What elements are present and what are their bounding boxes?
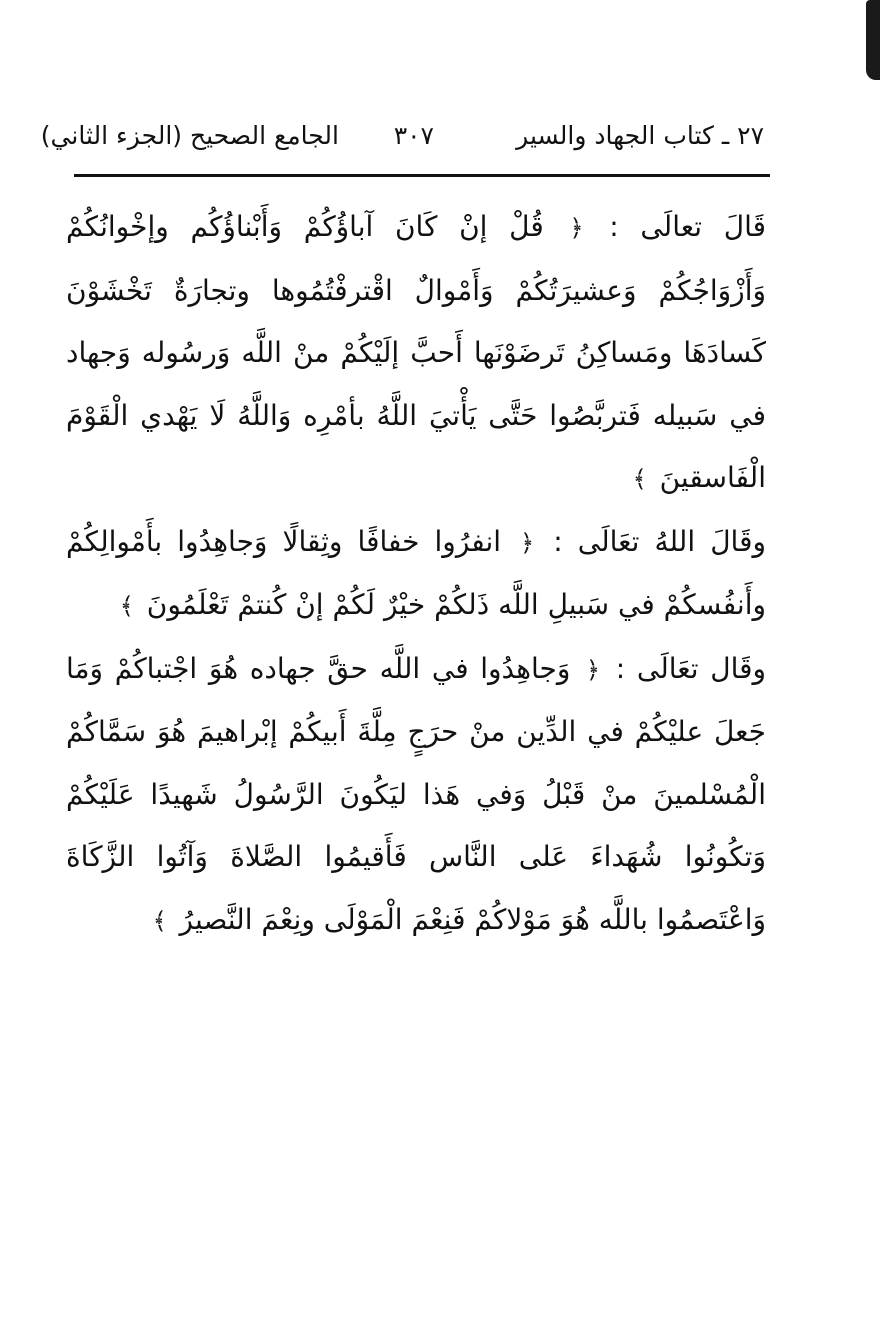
header-rule xyxy=(74,174,770,177)
paragraph-1-verse: قُلْ إنْ كَانَ آباؤُكُمْ وَأَبْناؤُكُم وإخْوانُكُمْ وَأَزْوَاجُكُمْ وَعشيرَتُكُمْ وَأَمْوالٌ اقْترفْتُمُوها وتجارَةٌ تَخْشَوْنَ كَسادَهَا ومَساكِنُ تَرضَوْنَها أَحبَّ إلَيْكُمْ منْ اللَّه وَرسُوله وَجهاد في سَبيله فَتربَّصُوا حَتَّى يَأْتيَ اللَّهُ بأمْرِه وَاللَّهُ لَا يَهْدي الْقَوْمَ الْفَاسقينَ xyxy=(66,210,766,494)
open-verse-bracket: ﴿ xyxy=(569,214,584,242)
paragraph-3 xyxy=(66,638,766,953)
paragraph-2-intro: وقَالَ اللهُ تعَالَى : xyxy=(553,524,766,558)
close-verse-bracket: ﴾ xyxy=(152,906,167,935)
running-header xyxy=(24,112,764,160)
body-text xyxy=(66,196,766,952)
close-verse-bracket: ﴾ xyxy=(632,465,647,493)
paragraph-2 xyxy=(66,511,766,638)
chapter-title: ٢٧ ـ كتاب الجهاد والسير xyxy=(516,121,764,150)
paragraph-3-intro: وقَال تعَالَى : xyxy=(615,651,767,685)
paragraph-3-verse: وَجاهِدُوا في اللَّه حقَّ جهاده هُوَ اجْتباكُمْ وَمَا جَعلَ عليْكُمْ في الدِّين منْ حرَجٍ مِلَّةَ أَبيكُمْ إبْراهيمَ هُوَ سَمَّاكُمْ الْمُسْلمينَ منْ قَبْلُ وَفي هَذا ليَكُونَ الرَّسُولُ شَهيدًا عَلَيْكُمْ وَتكُونُوا شُهَداءَ عَلى النَّاس فَأَقيمُوا الصَّلاةَ وَآتُوا الزَّكَاةَ وَاعْتَصمُوا باللَّه هُوَ مَوْلاكُمْ فَنِعْمَ الْمَوْلَى ونِعْمَ النَّصيرُ xyxy=(66,651,766,936)
paragraph-2-verse: انفرُوا خفافًا وثِقالًا وَجاهِدُوا بأَمْوالِكُمْ وأَنفُسكُمْ في سَبيلِ اللَّه ذَلكُمْ خيْرٌ لَكُمْ إنْ كُنتمْ تَعْلَمُونَ xyxy=(66,524,766,621)
paragraph-1 xyxy=(66,196,766,511)
book-title: الجامع الصحيح (الجزء الثاني) xyxy=(40,121,339,150)
open-verse-bracket: ﴿ xyxy=(520,528,535,557)
paragraph-1-intro: قَالَ تعالَى : xyxy=(609,210,766,243)
close-verse-bracket: ﴾ xyxy=(119,592,134,620)
binding-edge-mark xyxy=(866,0,880,80)
open-verse-bracket: ﴿ xyxy=(586,655,601,684)
page-number: ٣٠٧ xyxy=(393,121,434,150)
